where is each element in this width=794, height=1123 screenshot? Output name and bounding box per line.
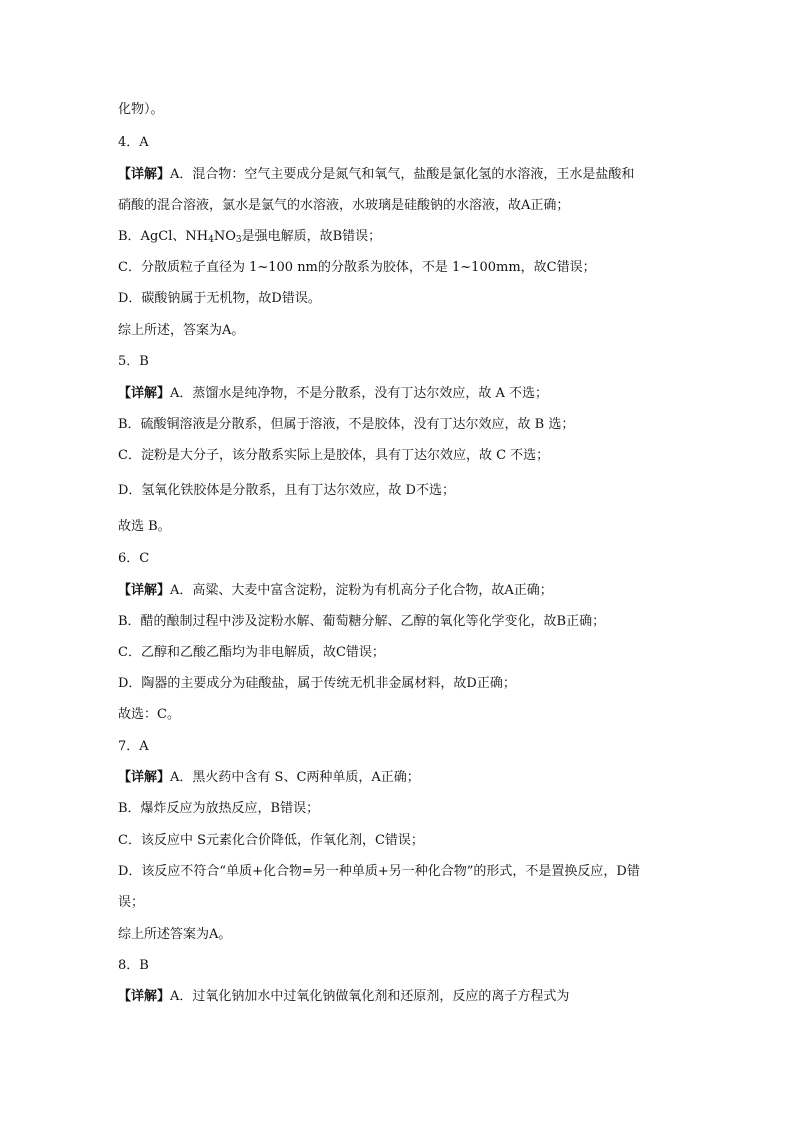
text-span: A．高粱、大麦中富含淀粉，淀粉为有机高分子化合物，故A正确； xyxy=(170,583,553,598)
subscript: 4 xyxy=(208,235,214,245)
answer-5: 5．B xyxy=(118,354,149,369)
text-span: A．蒸馏水是纯净物，不是分散系，没有丁达尔效应，故 A 不选； xyxy=(170,386,549,401)
explanation-7-b: B．爆炸反应为放热反应，B错误； xyxy=(118,801,320,816)
answer-7: 7．A xyxy=(118,739,149,754)
answer-4: 4．A xyxy=(118,135,149,150)
answer-6: 6．C xyxy=(118,551,150,566)
text-span: A．过氧化钠加水中过氧化钠做氧化剂和还原剂，反应的离子方程式为 xyxy=(170,989,570,1004)
explanation-5-b: B．硫酸铜溶液是分散系，但属于溶液，不是胶体，没有丁达尔效应，故 B 选； xyxy=(118,417,575,432)
summary-5: 故选 B。 xyxy=(118,519,171,534)
text-span: A．混合物：空气主要成分是氮气和氧气，盐酸是氯化氢的水溶液，王水是盐酸和 xyxy=(170,167,635,182)
explanation-8-a xyxy=(118,988,569,1006)
detail-tag: 【详解】 xyxy=(118,583,171,598)
explanation-7-a xyxy=(118,769,420,787)
explanation-5-a xyxy=(118,385,548,403)
detail-tag: 【详解】 xyxy=(118,989,171,1004)
explanation-4-a xyxy=(118,166,634,184)
explanation-4-b xyxy=(118,228,381,249)
explanation-6-b: B．醋的酿制过程中涉及淀粉水解、葡萄糖分解、乙醇的氧化等化学变化，故B正确； xyxy=(118,614,606,629)
explanation-7-d: D．该反应不符合“单质+化合物=另一种单质+另一种化合物”的形式，不是置换反应，D错 xyxy=(118,864,640,879)
text-span: B．AgCl、NH xyxy=(118,229,209,244)
text-span: A．黑火药中含有 S、C两种单质，A正确； xyxy=(170,770,420,785)
explanation-6-d: D．陶器的主要成分为硅酸盐，属于传统无机非金属材料，故D正确； xyxy=(118,676,516,691)
summary-7: 综上所述答案为A。 xyxy=(118,927,232,942)
detail-tag: 【详解】 xyxy=(118,386,171,401)
summary-4: 综上所述，答案为A。 xyxy=(118,323,245,338)
answer-8: 8．B xyxy=(118,958,149,973)
explanation-5-d: D．氢氧化铁胶体是分散系，且有丁达尔效应，故 D不选； xyxy=(118,483,455,498)
explanation-4-c: C．分散质粒子直径为 1~100 nm的分散系为胶体，不是 1~100mm，故C错误； xyxy=(118,260,596,275)
text-span: 是强电解质，故B错误； xyxy=(241,229,382,244)
explanation-7-c: C．该反应中 S元素化合价降低，作氧化剂，C错误； xyxy=(118,833,424,848)
explanation-6-a xyxy=(118,582,553,600)
text-line: 化物）。 xyxy=(118,102,164,117)
explanation-4-d: D．碳酸钠属于无机物，故D错误。 xyxy=(118,291,321,306)
summary-6: 故选：C。 xyxy=(118,707,180,722)
text-span: NO xyxy=(213,229,236,244)
text-line: 硝酸的混合溶液，氯水是氯气的水溶液，水玻璃是硅酸钠的水溶液，故A正确； xyxy=(118,198,570,213)
explanation-5-c: C．淀粉是大分子，该分散系实际上是胶体，具有丁达尔效应，故 C 不选； xyxy=(118,448,550,463)
explanation-6-c: C．乙醇和乙酸乙酯均为非电解质，故C错误； xyxy=(118,645,385,660)
detail-tag: 【详解】 xyxy=(118,167,171,182)
subscript: 3 xyxy=(235,235,242,245)
detail-tag: 【详解】 xyxy=(118,770,171,785)
text-line: 误； xyxy=(118,895,145,910)
